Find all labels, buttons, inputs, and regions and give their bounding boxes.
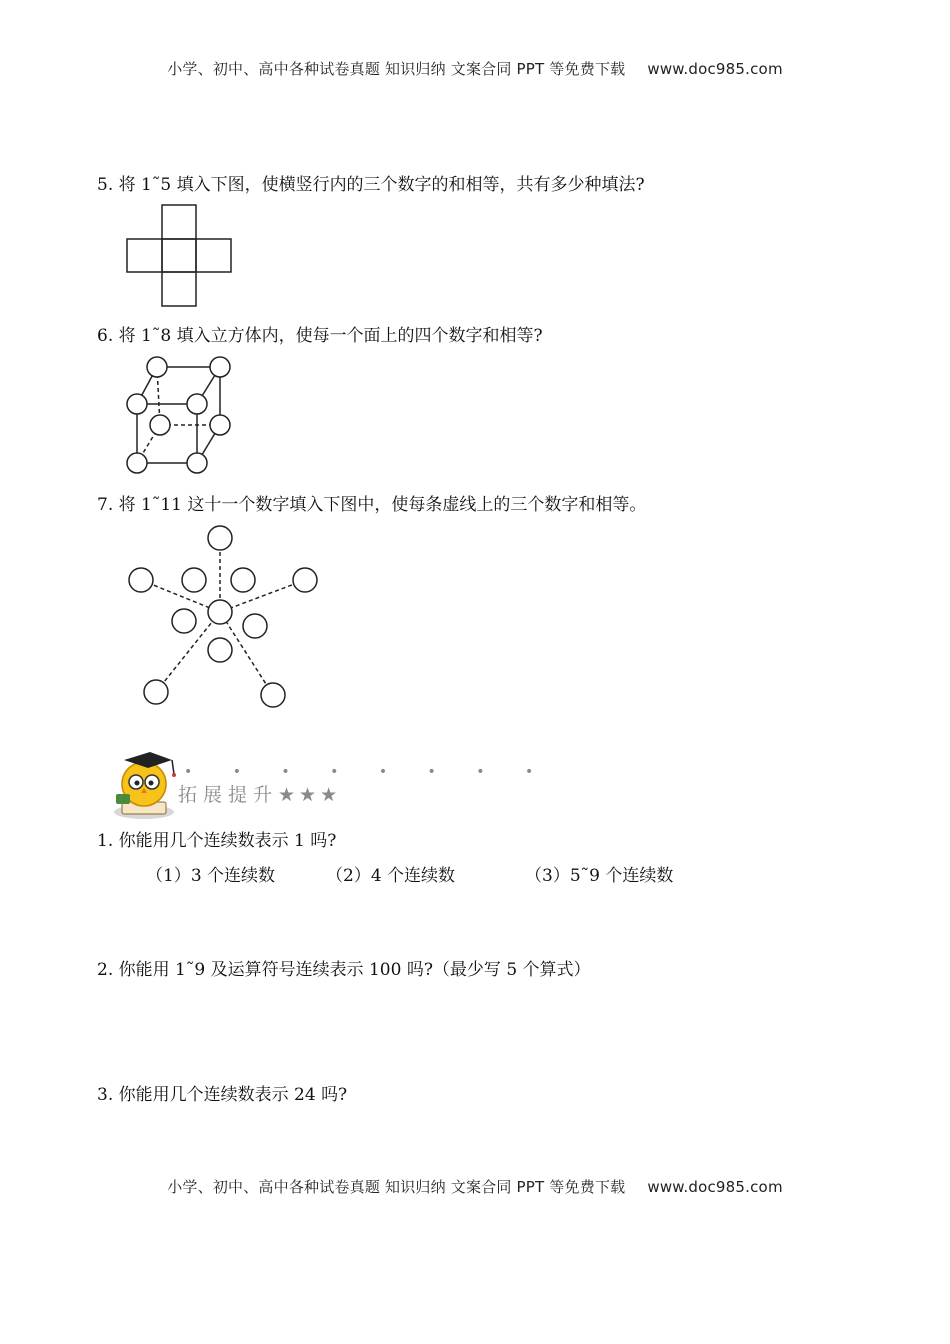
banner-title-text: 拓展提升 (178, 784, 279, 806)
extension-question-1: 1. 你能用几个连续数表示 1 吗? (97, 831, 337, 851)
cube-vertex-circle (127, 453, 147, 473)
cube-vertex-circle (150, 415, 170, 435)
footer-url[interactable]: www.doc985.com (647, 1178, 783, 1196)
banner-stars: ★★★ (278, 784, 342, 806)
star-node-circle (231, 568, 255, 592)
header-url[interactable]: www.doc985.com (647, 60, 783, 78)
dashed-line (141, 580, 220, 612)
cube-vertex-circle (210, 415, 230, 435)
cube-vertex-circle (147, 357, 167, 377)
header-text: 小学、初中、高中各种试卷真题 知识归纳 文案合同 PPT 等免费下载 (167, 60, 626, 78)
question-5: 5. 将 1˜5 填入下图，使横竖行内的三个数字的和相等，共有多少种填法? (97, 175, 645, 195)
cube-vertex-circle (187, 453, 207, 473)
cross-grid-diagram (127, 205, 231, 307)
banner-title (178, 780, 341, 807)
cross-cell-top (162, 205, 196, 239)
question-6: 6. 将 1˜8 填入立方体内，使每一个面上的四个数字和相等? (97, 326, 543, 346)
extension-question-1-part-a: （1）3 个连续数 (146, 866, 276, 886)
cube-diagram (125, 354, 235, 478)
cross-cell-bottom (162, 272, 196, 306)
extension-question-1-part-c: （3）5˜9 个连续数 (525, 866, 674, 886)
question-7: 7. 将 1˜11 这十一个数字填入下图中，使每条虚线上的三个数字和相等。 (97, 495, 647, 515)
star-node-circle (208, 638, 232, 662)
owl-scholar-icon (110, 750, 180, 822)
star-node-circle (144, 680, 168, 704)
page-header (0, 58, 950, 79)
cross-cell-center (162, 239, 196, 272)
star-node-circle (172, 609, 196, 633)
star-node-circle (208, 600, 232, 624)
star-node-circle (243, 614, 267, 638)
extension-question-3: 3. 你能用几个连续数表示 24 吗? (97, 1085, 348, 1105)
star-node-circle (182, 568, 206, 592)
star-circle-diagram (125, 522, 335, 722)
star-node-circle (293, 568, 317, 592)
cube-vertex-circle (127, 394, 147, 414)
banner-dots: • • • • • • • • (184, 764, 552, 780)
star-node-circle (208, 526, 232, 550)
footer-text: 小学、初中、高中各种试卷真题 知识归纳 文案合同 PPT 等免费下载 (167, 1178, 626, 1196)
cube-vertex-circle (210, 357, 230, 377)
cross-cell-left (127, 239, 162, 272)
extension-question-2: 2. 你能用 1˜9 及运算符号连续表示 100 吗?（最少写 5 个算式） (97, 960, 591, 980)
extension-question-1-part-b: （2）4 个连续数 (326, 866, 456, 886)
page-footer (0, 1176, 950, 1197)
cross-cell-right (196, 239, 231, 272)
star-node-circle (261, 683, 285, 707)
star-node-circle (129, 568, 153, 592)
cube-vertex-circle (187, 394, 207, 414)
